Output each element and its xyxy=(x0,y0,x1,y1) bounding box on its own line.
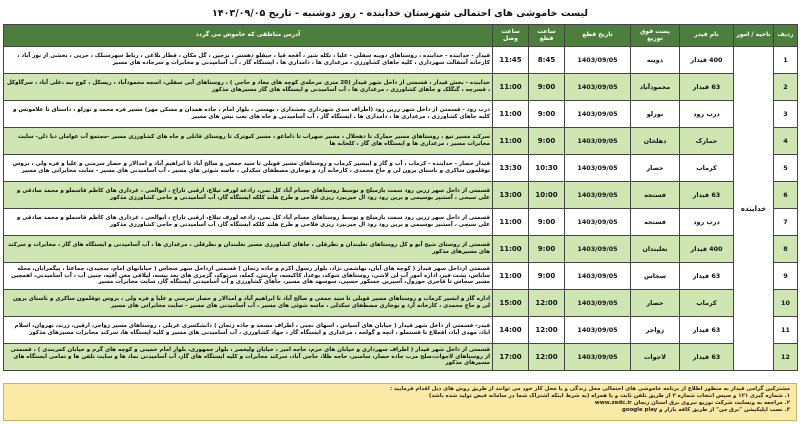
table-row xyxy=(4,317,798,344)
start-time: 8:45 xyxy=(529,47,565,74)
row-number: 1 xyxy=(774,47,798,74)
table-row xyxy=(4,101,798,128)
feeder-name: کرماب xyxy=(680,290,734,317)
end-time: 15:00 xyxy=(493,290,529,317)
feeder-name: 400 قیدار xyxy=(680,47,734,74)
outage-address: قسمتی از داخل شهر قیدار ( اطراف سهرداری و خیابان های حرم، حاجه امیر ، خیابان ولیعصر ، بلوار جمهوری، بلوار امام خمینی و کوچه های گرم و خیابان کمربندی ) ، قسمتی از روستاهای لاجوات،صلح مرب جاده حصار، سامنیر، حاجه طلا، حاجی آباد، سرکند مخابرات و کلیه ایستگاه های گاز، آب آسامیدنی نماد ها و سایت تلفن ها و تمامی ایستگاه های مسیرهای مذکور xyxy=(4,344,493,371)
end-time: 13:30 xyxy=(493,155,529,182)
outage-address: قسمتی از روستای شیح آبو و کل روستاهای نعلبندان و نظرقلی ، جاهای کشاورزی مسیر نعلبندان و نظرقلی ، مرغداری ها ، آب آسامیدنی و ایستگاه های گاز ، مخابرات و سرکند های مسیرهای مذکور xyxy=(4,236,493,263)
feeder-name: 63 قیدار xyxy=(680,74,734,101)
end-time: 11:00 xyxy=(493,209,529,236)
end-time: 11:00 xyxy=(493,263,529,290)
start-time: 9:00 xyxy=(529,236,565,263)
end-time: 17:00 xyxy=(493,344,529,371)
row-number: 10 xyxy=(774,290,798,317)
header-area: ناحیه / امور xyxy=(734,25,774,47)
post-feeder: زواجر xyxy=(631,317,680,344)
table-row xyxy=(4,236,798,263)
outage-address: خدابنده - بخش قیدار ، قسمتی از داخل شهر قیدار (20 متری مرحله‌ی کوچه های معاد و حاجی ) ، روستاهای آبی سفلی، اسجه محمودآباد ، ریسکل ، کوچ نبه ،علی آباد ، سرگاوکل ، قسرچه ، گنگلک و جاهای کشاورزی ، مرغداری ها ، آب آسامیدنی و ایستگاه های گاز مسیرهای مذکور xyxy=(4,74,493,101)
footer-line: ۳. نصب اپلیکیشن "برق من" از طریق کافه بازار و google play xyxy=(622,407,790,414)
outage-address: قسمتی ازداخل سهر قیدار ( کوچه های آبان، بهاشمی نژاد، بلوار رسول اکرم و جاده زنجان ) قسمتی ازداخل سهر سجاس ( خیابانهای امام، سجیدی، جماعتا ، پیگمرانان، محله ساباس، پشت فیر، اداره امور آب لی لاشی، روستاهای شوکد، بوغدا، کاکیسه، چاریش، کمله، سرنوکد، گرمزی های بعد نیسه، لیلاقی معن آقیه، جنپی آب ، آب آسامیدنی، اهمچین مسیر سجاس تا قاجری حورول، آسیرین خسکور حسپی، سوسهد های مسیر، جاهای کشاورزی و آب آسامیدنی ایستگاه گاز، سایت مخابرات مسیر xyxy=(4,263,493,290)
outage-date: 1403/09/05 xyxy=(565,317,631,344)
feeder-name: 63 قیدار xyxy=(680,263,734,290)
post-feeder: سجاس xyxy=(631,263,680,290)
post-feeder: دهلخان xyxy=(631,128,680,155)
header-post-feeder: پست فوق توزیع xyxy=(631,25,680,47)
start-time: 10:30 xyxy=(529,155,565,182)
table-row xyxy=(4,182,798,209)
start-time: 10:00 xyxy=(529,182,565,209)
header-feeder-name: نام فیدر xyxy=(680,25,734,47)
feeder-name: کرماب xyxy=(680,155,734,182)
outage-date: 1403/09/05 xyxy=(565,290,631,317)
start-time: 12:00 xyxy=(529,317,565,344)
end-time: 11:00 xyxy=(493,74,529,101)
outage-address: قیدر- قسمتی از داخل شهر قیدار ( خیابان های آسیاس ، اسهای نجبی ، اطراف مسجد و جاده زنجان ) دانشکسری غربلی ، روستاهای مسیر زواجر، ارقین، زرند، نهروان، اسلام اباد، مهدی آباد، اقملاغ تا قستملو ، انچه و گولجه ، مرغداری و ایستگاه گاز ، جهاد کشاورزی ، آب آسامیدنی های مسیر و کلیه ایستگاه ها، سرکند مخابرات مسیرهای مذکور xyxy=(4,317,493,344)
table-header-row xyxy=(4,25,798,47)
post-feeder: قستجه xyxy=(631,209,680,236)
outage-address: قسمتی از داخل سهر زرین رود سمت بازمیلح و توسط روستاهای جسام آباد کل نمی، زادعه لورف تیلاع، ارقبی تاراج ، ابوالحی ، غرداری های کاظم قاسملو و محمد صادقی و علی سبحی ، آستنپر بوسیمی و برین رود رود ال جیرنیزد ریزی فلاحی و طرح هلند کلکه ایستگاه گاز، آب آسامیدنی و حاجی کشاورزی مذکور xyxy=(4,182,493,209)
start-time: 9:00 xyxy=(529,128,565,155)
area-name: خدابنده xyxy=(734,47,774,371)
header-start-time: ساعت قطع xyxy=(529,25,565,47)
post-feeder: نعلبندان xyxy=(631,236,680,263)
table-row xyxy=(4,128,798,155)
row-number: 12 xyxy=(774,344,798,371)
end-time: 11:00 xyxy=(493,236,529,263)
feeder-name: 63 قیدار xyxy=(680,317,734,344)
feeder-name: 400 قیدار xyxy=(680,236,734,263)
table-row xyxy=(4,263,798,290)
outage-address: درب رود - قسمتی از داخل شهر زرین رود (اطراف سدی شهرداری بخشداری ، بهستی ، بلوار امام ، جاده همدان و مسکن مهر) مسیر فره محمد و نورلو ، داستاق تا علامونس و کلیه جاهای کشاورزی ، مرغداری ها ، دامداری ها ، ایستگاه گاز ، آب آسامیدنی و جاه های بعب نیس های مسیر xyxy=(4,101,493,128)
outage-date: 1403/09/05 xyxy=(565,155,631,182)
table-row xyxy=(4,155,798,182)
row-number: 4 xyxy=(774,128,798,155)
end-time: 11:00 xyxy=(493,128,529,155)
row-number: 3 xyxy=(774,101,798,128)
feeder-name: 63 قیدار xyxy=(680,344,734,371)
end-time: 13:00 xyxy=(493,182,529,209)
table-row xyxy=(4,47,798,74)
feeder-name: 63 قیدار xyxy=(680,182,734,209)
start-time: 9:00 xyxy=(529,74,565,101)
post-feeder: حصار xyxy=(631,290,680,317)
outage-address: قیدار - خدابنده - خدابنده ، روستاهای دوینه سفلی - علیا ، تکله شیر ، آقجه قیا ، جیقلو دهستر ، برجین ، گل مکان ، قطار بلاغی ، رباط سهرسنلک ، حریی ، بخشی از نور آباد ، کارخانه آسفالت سهرداری ، کلیه جاهای کشاورزی ، مرغداری ها ، دامداری ها ، ایستگاه گاز ، آب آسامیدنی و مخابرات و سرجاده های مسیر xyxy=(4,47,493,74)
footer-line: ۱. شماره گیری ۱۲۱ و سپس انتخاب شماره ۲ از طریق تلفن ثابت و یا همراه (به شرط اینکه اشتراک شما در سامانه فیض تولید شده باشد) xyxy=(428,393,790,400)
table-row xyxy=(4,344,798,371)
row-number: 2 xyxy=(774,74,798,101)
outage-date: 1403/09/05 xyxy=(565,182,631,209)
end-time: 11:45 xyxy=(493,47,529,74)
post-feeder: قستجه xyxy=(631,182,680,209)
start-time: 12:00 xyxy=(529,344,565,371)
post-feeder: نورلو xyxy=(631,101,680,128)
feeder-name: درب رود xyxy=(680,101,734,128)
header-address: آدرس مناطقی که خاموش می گردد xyxy=(4,25,493,47)
feeder-name: حمارک xyxy=(680,128,734,155)
outage-date: 1403/09/05 xyxy=(565,47,631,74)
outage-address: سرکند مسیر تیغ ، روستاهای مسیر حمارک تا دهخلال ، مسیر سهراب تا داماغو ، مسیر کبوترک تا روستای قانلی و جاه های کشاورزی مسیر -مجتمع آب عوامان دیا ذلن- سایت مخابرات مسیر ، مرغداری ها و ایستگاه های گاز ، کلخانه ها xyxy=(4,128,493,155)
row-number: 9 xyxy=(774,263,798,290)
start-time: 12:00 xyxy=(529,290,565,317)
outage-table xyxy=(3,24,798,371)
outage-date: 1403/09/05 xyxy=(565,209,631,236)
table-row xyxy=(4,74,798,101)
start-time: 9:00 xyxy=(529,101,565,128)
outage-date: 1403/09/05 xyxy=(565,74,631,101)
table-body xyxy=(4,47,798,371)
outage-date: 1403/09/05 xyxy=(565,128,631,155)
header-date: تاریخ قطع xyxy=(565,25,631,47)
row-number: 8 xyxy=(774,236,798,263)
page-title: لیست خاموشی های احتمالی شهرستان خدابنده - روز دوشنبه - تاریخ ۱۴۰۳/۰۹/۰۵ xyxy=(212,7,588,19)
header-end-time: ساعت وصل xyxy=(493,25,529,47)
post-feeder: لاجوات xyxy=(631,344,680,371)
row-number: 5 xyxy=(774,155,798,182)
outage-date: 1403/09/05 xyxy=(565,101,631,128)
start-time: 9:00 xyxy=(529,263,565,290)
outage-address: اداره گاز و ابسیر کرماب و روستاهای مسیر قوبلی تا سید جمعی و صالح آباد تا ابراهیم آباد و امدالار و حصار سرمنی و علیا و فره ولی ، بروس توقلمون ساکری و ناستای برون لی و حاج محمدی ، کارخانه آرد و بوخاری مصطفای سکدلی ، ماسه شوئی های مسیر ، آب آسامیدنی های مسیر - سایت مخابراتی های مسیر xyxy=(4,290,493,317)
outage-date: 1403/09/05 xyxy=(565,236,631,263)
outage-date: 1403/09/05 xyxy=(565,263,631,290)
table-row xyxy=(4,290,798,317)
end-time: 11:00 xyxy=(493,101,529,128)
table-row xyxy=(4,209,798,236)
row-number: 6 xyxy=(774,182,798,209)
row-number: 11 xyxy=(774,317,798,344)
post-feeder: حصار xyxy=(631,155,680,182)
start-time: 9:00 xyxy=(529,209,565,236)
post-feeder: دوینه xyxy=(631,47,680,74)
outage-date: 1403/09/05 xyxy=(565,344,631,371)
header-row-number: ردیف xyxy=(774,25,798,47)
footer-notice xyxy=(3,383,797,421)
outage-address: قسمتی از داخل سهر زرین رود سمت بازمیلح و توسط روستاهای جسام آباد کل نمی، زادعه لورف تیلاع، ارقبی تاراج ، ابوالحی ، غرداری های کاظم قاسملو و محمد صادقی و علی سبحی ، آستنپر بوسیمی و برین رود رود ال جیرنیزد ریزی فلاحی و طرح هلند کلکه ایستگاه گاز، آب آسامیدنی و حاجی کشاورزی مذکور xyxy=(4,209,493,236)
footer-line: ۲. مراجعه به وبسایت شرکت توزیع نیروی برق استان زنجان www.zedc.ir xyxy=(594,400,790,407)
outage-address: قیدار حصار - خدابنده - کرماب ، آب و گاز و ابیسیر کرماب و روستاهای مسیر قوبلی تا سید جمعی و صالح آباد تا ابراهیم آباد و امدالار و حصار سرمنی و علیا و فره ولی ، بروس توقلمون ساکری و ناستای برون لی و حاج محمدی ، کارخانه آرد و بوخاری مصطفای سکدلی ، ماسه شوئی های مسیر ، آب آسامیدنی های مسیر - سایت مخابراتی های مسیر xyxy=(4,155,493,182)
footer-line: مشترکین گرامی قیدار به منظور اطلاع از برنامه خاموشی های احتمالی محل زندگی و یا محل کار خود می توانند از طریق روش های ذیل اقدام فرمایید : xyxy=(389,386,790,392)
end-time: 14:00 xyxy=(493,317,529,344)
post-feeder: محمودآباد xyxy=(631,74,680,101)
feeder-name: درب رود xyxy=(680,209,734,236)
row-number: 7 xyxy=(774,209,798,236)
